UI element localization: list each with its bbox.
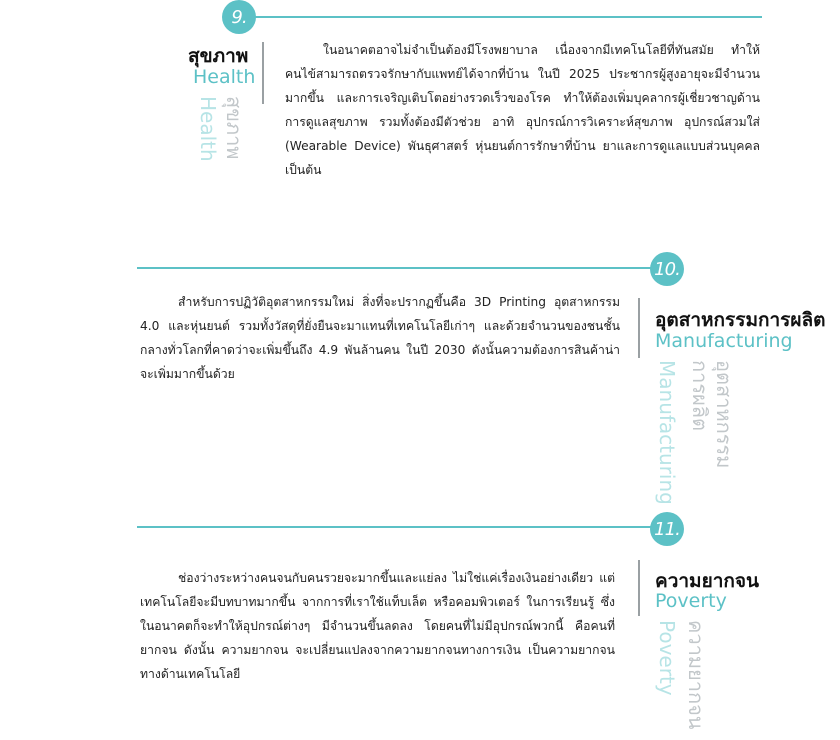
- section-9-rule: [245, 16, 762, 18]
- section-10-title-en: Manufacturing: [655, 330, 793, 352]
- section-11-vertical-th: ความยากจน: [684, 620, 708, 730]
- section-10-vertical-th-2: การผลิต: [688, 360, 712, 432]
- section-10-paragraph: สำหรับการปฏิวัติอุตสาหกรรมใหม่ สิ่งที่จะปรากฏขึ้นคือ 3D Printing อุตสาหกรรม 4.0 และหุ่นยนต์ รวมทั้งวัสดุที่ยั่งยืนจะมาแทนที่เทคโนโลยีเก่าๆ และด้วยจำนวนของชนชั้นกลางทั่วโลกที่คาดว่าจะเพิ่มขึ้นถึง 4.9 พันล้านคน ในปี 2030 ดังนั้นความต้องการสินค้าน่าจะเพิ่มมากขึ้นด้วย: [140, 295, 620, 381]
- section-11-vertical-en: Poverty: [655, 620, 679, 696]
- section-9-title-th: สุขภาพ: [188, 45, 249, 67]
- section-11-rule: [137, 526, 657, 528]
- section-10-vertical-en: Manufacturing: [655, 360, 679, 505]
- section-11-title-th: ความยากจน: [655, 570, 759, 592]
- section-10-body: [140, 290, 620, 386]
- section-10-divider: [638, 298, 640, 358]
- section-10-vertical-th-1: อุตสาหกรรม: [712, 360, 736, 469]
- section-11-paragraph: ช่องว่างระหว่างคนจนกับคนรวยจะมากขึ้นและแย่ลง ไม่ใช่แค่เรื่องเงินอย่างเดียว แต่เทคโนโลยีจะมีบทบาทมากขึ้น จากการที่เราใช้แท็บเล็ต หรือคอมพิวเตอร์ ในการเรียนรู้ ซึ่งในอนาคตก็จะทำให้อุปกรณ์ต่างๆ มีจำนวนขึ้นลดลง โดยคนที่ไม่มีอุปกรณ์พวกนี้ คือคนที่ยากจน ดังนั้น ความยากจน จะเปลี่ยนแปลงจากความยากจนทางการเงิน เป็นความยากจนทางด้านเทคโนโลยี: [140, 571, 615, 681]
- section-9-vertical-en: Health: [196, 96, 220, 162]
- section-9-number-badge: 9.: [222, 0, 256, 34]
- section-10-number-badge: 10.: [650, 252, 684, 286]
- section-11-body: [140, 566, 615, 686]
- section-11-divider: [638, 560, 640, 616]
- section-9-body: [285, 38, 760, 182]
- section-11-number-badge: 11.: [650, 512, 684, 546]
- section-10-title-th: อุตสาหกรรมการผลิต: [655, 309, 826, 331]
- section-9-vertical-th: สุขภาพ: [222, 96, 246, 160]
- section-11-title-en: Poverty: [655, 590, 727, 612]
- section-9-divider: [262, 42, 264, 104]
- section-9-paragraph: ในอนาคตอาจไม่จำเป็นต้องมีโรงพยาบาล เนื่องจากมีเทคโนโลยีที่ทันสมัย ทำให้คนไข้สามารถตรวจรักษากับแพทย์ได้จากที่บ้าน ในปี 2025 ประชากรผู้สูงอายุจะมีจำนวนมากขึ้น และการเจริญเติบโตอย่างรวดเร็วของโรค ทำให้ต้องเพิ่มบุคลากรผู้เชี่ยวชาญด้านการดูแลสุขภาพ รวมทั้งต้องมีตัวช่วย อาทิ อุปกรณ์การวิเคราะห์สุขภาพ อุปกรณ์สวมใส่ (Wearable Device) พันธุศาสตร์ หุ่นยนต์การรักษาที่บ้าน ยาและการดูแลแบบส่วนบุคคล เป็นต้น: [285, 43, 760, 177]
- section-9-title-en: Health: [193, 66, 256, 88]
- section-10-rule: [137, 267, 657, 269]
